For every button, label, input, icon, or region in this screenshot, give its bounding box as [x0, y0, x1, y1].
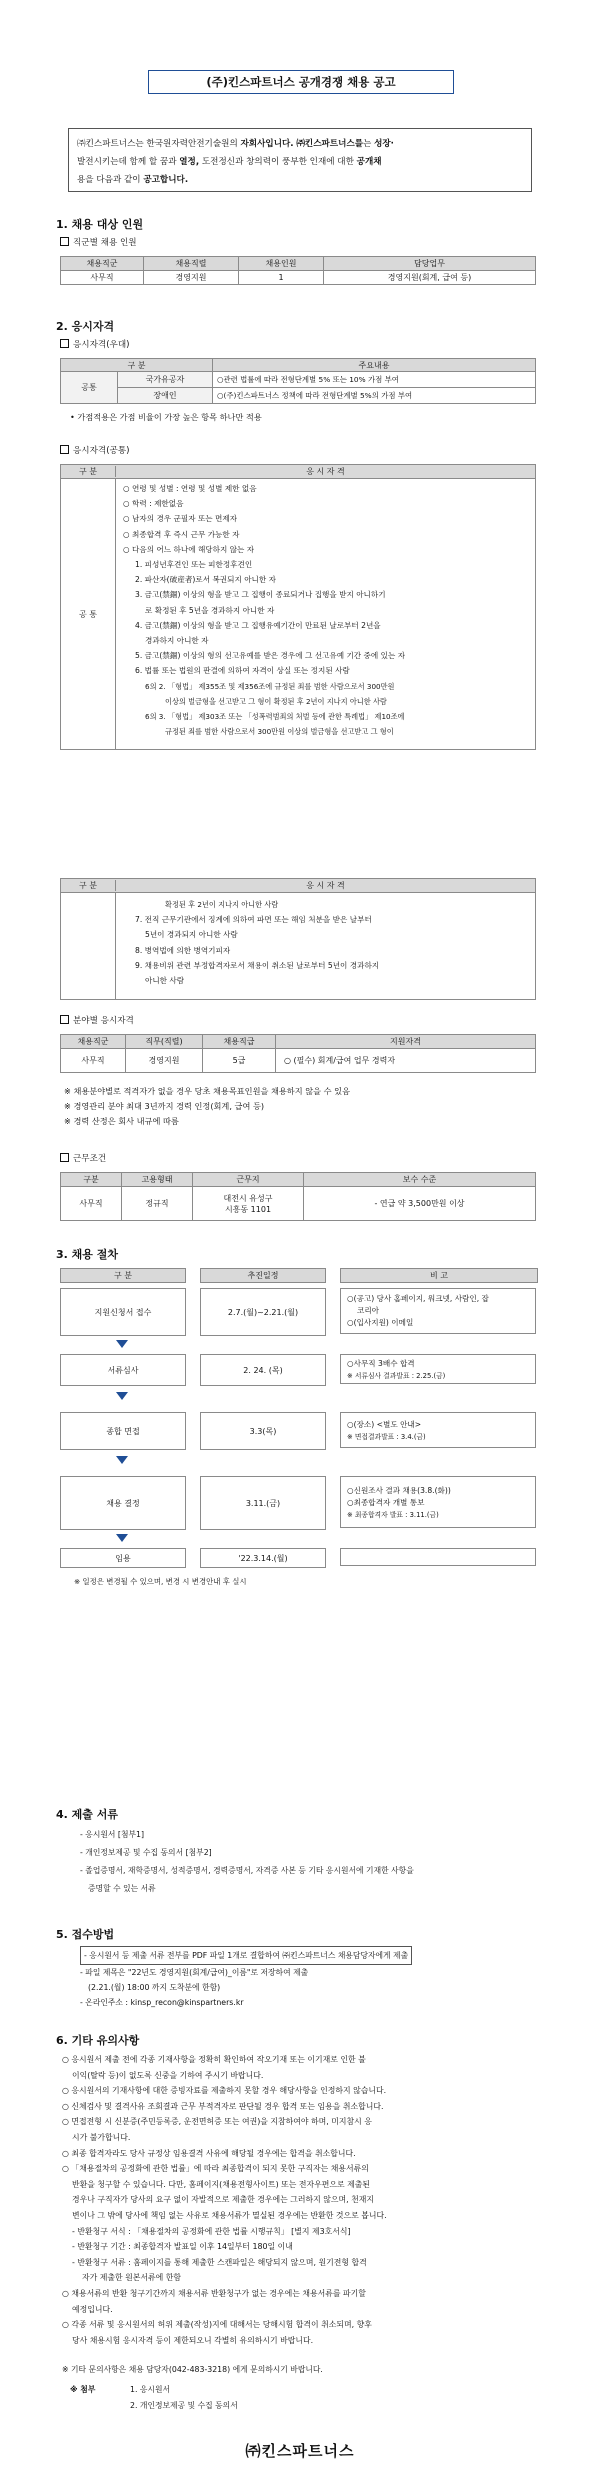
page-title-text: (주)킨스파트너스 공개경쟁 채용 공고 — [206, 75, 396, 89]
section-2-heading: 2. 응시자격 — [56, 320, 115, 333]
step-3-date: 3.3(목) — [200, 1412, 326, 1450]
step-5-date: '22.3.14.(월) — [200, 1548, 326, 1568]
intro-box — [68, 128, 532, 192]
company-footer: ㈜킨스파트너스 — [245, 2442, 355, 2460]
step-4-name: 채용 결정 — [60, 1476, 186, 1530]
common-qual-list: ○ 연령 및 성별 : 연령 및 성별 제한 없음 ○ 학력 : 제한없음 ○ 남자의 경우 군필자 또는 면제자 ○ 최종합격 후 즉시 근무 가능한 자 ○ 다음의 어느 하나에 해당하지 않는 자 1. 피성년후견인 또는 피한정후견인 2. 파산자(破産者)로서 복권되지 아니한 자 3. 금고(禁錮) 이상의 형을 받고 그 집행이 종료되거나 집행을 받지 아니하기 로 확정된 후 5년을 경과하지 아니한 자 4. 금고(禁錮) 이상의 형을 받고 그 집행유예기간이 만료된 날로부터 2년을 경과하지 아니한 자 5. 금고(禁錮) 이상의 형의 선고유예를 받은 경우에 그 선고유예 기간 중에 있는 자 6. 법률 또는 법원의 판결에 의하여 자격이 상실 또는 정지된 사람 6의 2. 「형법」 제355조 및 제356조에 규정된 죄를 범한 사람으로서 300만원 이상의 벌금형을 선고받고 그 형이 확정된 후 2년이 지나지 아니한 사람 6의 3. 「형법」 제303조 또는 「성폭력범죄의 처벌 등에 관한 특례법」 제10조에 규정된 죄를 범한 사람으로서 300만원 이상의 벌금형을 선고받고 그 형이 — [123, 484, 406, 737]
documents-list: - 응시원서 [첨부1] - 개인정보제공 및 수집 동의서 [첨부2] - 졸업증명서, 재학증명서, 성적증명서, 경력증명서, 자격증 사본 등 기타 응시원서에 기재한 사항을 증명할 수 있는 서류 — [80, 1830, 414, 1893]
step-2-name: 서류심사 — [60, 1354, 186, 1386]
process-header-stage: 구 분 — [60, 1268, 186, 1283]
section-3-heading: 3. 채용 절차 — [56, 1248, 118, 1261]
attach-1: 1. 응시원서 — [130, 2385, 171, 2394]
common-header: 구 분 응 시 자 격 — [60, 464, 536, 479]
step-1-notes: ○(공고) 당사 홈페이지, 워크넷, 사람인, 잡 코리아 ○(입사지원) 이메일 — [340, 1288, 536, 1334]
section-4-heading: 4. 제출 서류 — [56, 1808, 118, 1821]
process-header-date: 추진일정 — [200, 1268, 326, 1283]
section-1-heading: 1. 채용 대상 인원 — [56, 218, 144, 231]
table-cell: 경영지원 — [144, 271, 239, 285]
conditions-sub: 근무조건 — [60, 1152, 106, 1164]
common-qual-box-cont — [60, 892, 536, 1000]
step-4-date: 3.11.(금) — [200, 1476, 326, 1530]
notices-list: ○ 응시원서 제출 전에 각종 기재사항을 정확히 확인하여 작오기재 또는 이기재로 인한 불 이익(탈락 등)이 없도록 신중을 기하여 주시기 바랍니다. ○ 응시원서의 기재사항에 대한 증빙자료를 제출하지 못할 경우 해당사항을 인정하지 않습니다. ○ 신체검사 및 결격사유 조회결과 근무 부적격자로 판단될 경우 합격 또는 임용을 취소합니다. ○ 면접전형 시 신분증(주민등록증, 운전면허증 또는 여권)을 지참하여야 하며, 미지참시 응 시가 불가합니다. ○ 최종 합격자라도 당사 규정상 임용결격 사유에 해당될 경우에는 합격을 취소합니다. ○ 「채용절차의 공정화에 관한 법률」에 따라 최종합격이 되지 못한 구직자는 채용서류의 반환을 청구할 수 있습니다. 다만, 홈페이지(채용전형사이트) 또는 전자우편으로 제출된 경우나 구직자가 당사의 요구 없이 자발적으로 제출한 경우에는 그러하지 않으며, 천재지 변이나 그 밖에 당사에 책임 없는 사유로 채용서류가 멸실된 경우에는 반환한 것으로 봅니다. - 반환청구 서식 : 「채용절차의 공정화에 관한 법률 시행규칙」 [별지 제3호서식] - 반환청구 기간 : 최종합격자 발표일 이후 14일부터 180일 이내 - 반환청구 서류 : 홈페이지를 통해 제출한 스캔파일은 해당되지 않으며, 원기전형 합격 자가 제출한 원본서류에 한함 ○ 채용서류의 반환 청구기간까지 채용서류 반환청구가 없는 경우에는 채용서류를 파기할 예정입니다. ○ 각종 서류 및 응시원서의 허위 제출(작성)지에 대해서는 당해시험 합격이 취소되며, 향후 당사 채용시험 응시자격 등이 제한되오니 각별히 유의하시기 바랍니다. — [62, 2055, 387, 2345]
conditions-table: 구분 고용형태 근무지 보수 수준 사무직 정규직 대전시 유성구 시흥동 1101 - 연급 약 3,500만원 이상 — [60, 1172, 536, 1221]
process-note: ※ 일정은 변경될 수 있으며, 변경 시 변경안내 후 실시 — [74, 1577, 247, 1586]
step-5-name: 임용 — [60, 1548, 186, 1568]
table-cell: 1 — [239, 271, 324, 285]
field-qual-table: 채용직군 직무(직렬) 채용직급 지원자격 사무직 경영지원 5급 ○ (필수) 회계/급여 업무 경력자 — [60, 1034, 536, 1073]
step-3-name: 종합 면접 — [60, 1412, 186, 1450]
staffing-table: 채용직군 채용직렬 채용인원 담당업무 사무직 경영지원 1 경영지원(회계, 급여 등) — [60, 256, 536, 285]
step-1-date: 2.7.(월)~2.21.(월) — [200, 1288, 326, 1336]
section-2-common-sub: 응시자격(공통) — [60, 444, 130, 456]
intro-line-1: ㈜킨스파트너스는 한국원자력안전기술원의 자회사입니다. ㈜킨스파트너스를는 성장· — [77, 139, 394, 149]
intro-line-3: 용을 다음과 같이 공고합니다. — [77, 175, 189, 185]
common-header-cont: 구 분 응 시 자 격 — [60, 878, 536, 893]
step-2-notes: ○사무직 3배수 합격 ※ 서류심사 결과발표 : 2.25.(금) — [340, 1354, 536, 1384]
attach-2: 2. 개인정보제공 및 수집 동의서 — [130, 2401, 238, 2410]
step-4-notes: ○신원조사 결과 채용(3.8.(화)) ○최종합격자 개별 통보 ※ 최종합격자 발표 : 3.11.(금) — [340, 1476, 536, 1528]
section-1-sub: 직군별 채용 인원 — [60, 236, 137, 248]
field-notes: ※ 채용분야별로 적격자가 없을 경우 당초 채용목표인원을 채용하지 않을 수 있음 ※ 경영관리 분야 최대 3년까지 경력 인정(회계, 급여 등) ※ 경력 산정은 회사 내규에 따름 — [64, 1086, 350, 1126]
common-qual-list-cont: 확정된 후 2년이 지나지 아니한 사람 7. 전직 근무기관에서 징계에 의하여 파면 또는 해임 처분을 받은 날부터 5년이 경과되지 아니한 사람 8. 병역법에 의한 병역기피자 9. 채용비위 관련 부정합격자로서 채용이 취소된 날로부터 5년이 경과하지 아니한 사람 — [135, 900, 380, 986]
step-2-date: 2. 24. (목) — [200, 1354, 326, 1386]
table-cell: 경영지원(회계, 급여 등) — [324, 271, 536, 285]
step-3-notes: ○(장소) <별도 안내> ※ 면접결과발표 : 3.4.(금) — [340, 1412, 536, 1448]
preference-table: 구 분 주요내용 공통 국가유공자 ○관련 법률에 따라 전형단계별 5% 또는 10% 가점 부여 장애인 ○(주)킨스파트너스 정책에 따라 전형단계별 5%의 가점 부여 — [60, 358, 536, 404]
email-address: - 온라인주소 : kinsp_recon@kinspartners.kr — [80, 1998, 244, 2007]
page-title — [148, 70, 454, 94]
step-1-name: 지원신청서 접수 — [60, 1288, 186, 1336]
table-cell: 사무직 — [61, 271, 144, 285]
step-5-notes — [340, 1548, 536, 1566]
section-6-heading: 6. 기타 유의사항 — [56, 2034, 140, 2047]
contact-note: ※ 기타 문의사항은 채용 담당자(042-483-3218) 에게 문의하시기 바랍니다. — [62, 2365, 323, 2374]
arrow-down-icon — [116, 1392, 128, 1400]
submission-list: - 응시원서 등 제출 서류 전부를 PDF 파일 1개로 결합하여 ㈜킨스파트너스 채용담당자에게 제출 - 파일 제목은 "22년도 경영지원(회계/급여)_이름"로 저장하여 제출 (2.21.(월) 18:00 까지 도착분에 한함) - 온라인주소 : kinsp_recon@kinspartners.kr — [80, 1946, 540, 2010]
pref-note: • 가점적용은 가점 비율이 가장 높은 항목 하나만 적용 — [70, 412, 262, 422]
intro-line-2: 발전시키는데 함께 할 꿈과 열정, 도전정신과 창의력이 풍부한 인재에 대한 공개채 — [77, 157, 382, 167]
arrow-down-icon — [116, 1534, 128, 1542]
section-2-pref-sub: 응시자격(우대) — [60, 338, 130, 350]
section-5-heading: 5. 접수방법 — [56, 1928, 115, 1941]
arrow-down-icon — [116, 1340, 128, 1348]
arrow-down-icon — [116, 1456, 128, 1464]
common-qual-box: 공 통 ○ 연령 및 성별 : 연령 및 성별 제한 없음 ○ 학력 : 제한없음 ○ 남자의 경우 군필자 또는 면제자 ○ 최종합격 후 즉시 근무 가능한 자 ○ 다음의 어느 하나에 해당하지 않는 자 1. 피성년후견인 또는 피한정후견인 2. 파산자(破産者)로서 복권되지 아니한 자 3. 금고(禁錮) 이상의 형을 받고 그 집행이 종료되거나 집행을 받지 아니하기 로 확정된 후 5년을 경과하지 아니한 자 4. 금고(禁錮) 이상의 형을 받고 그 집행유예기간이 만료된 날로부터 2년을 경과하지 아니한 자 5. 금고(禁錮) 이상의 형의 선고유예를 받은 경우에 그 선고유예 기간 중에 있는 자 6. 법률 또는 법원의 판결에 의하여 자격이 상실 또는 정지된 사람 6의 2. 「형법」 제355조 및 제356조에 규정된 죄를 범한 사람으로서 300만원 이상의 벌금형을 선고받고 그 형이 확정된 후 2년이 지나지 아니한 사람 6의 3. 「형법」 제303조 또는 「성폭력범죄의 처벌 등에 관한 특례법」 제10조에 규정된 죄를 범한 사람으로서 300만원 이상의 벌금형을 선고받고 그 형이 — [60, 478, 536, 750]
attach-label: ※ 첨부 — [70, 2385, 96, 2394]
process-header-note: 비 고 — [340, 1268, 538, 1283]
field-qual-sub: 분야별 응시자격 — [60, 1014, 134, 1026]
